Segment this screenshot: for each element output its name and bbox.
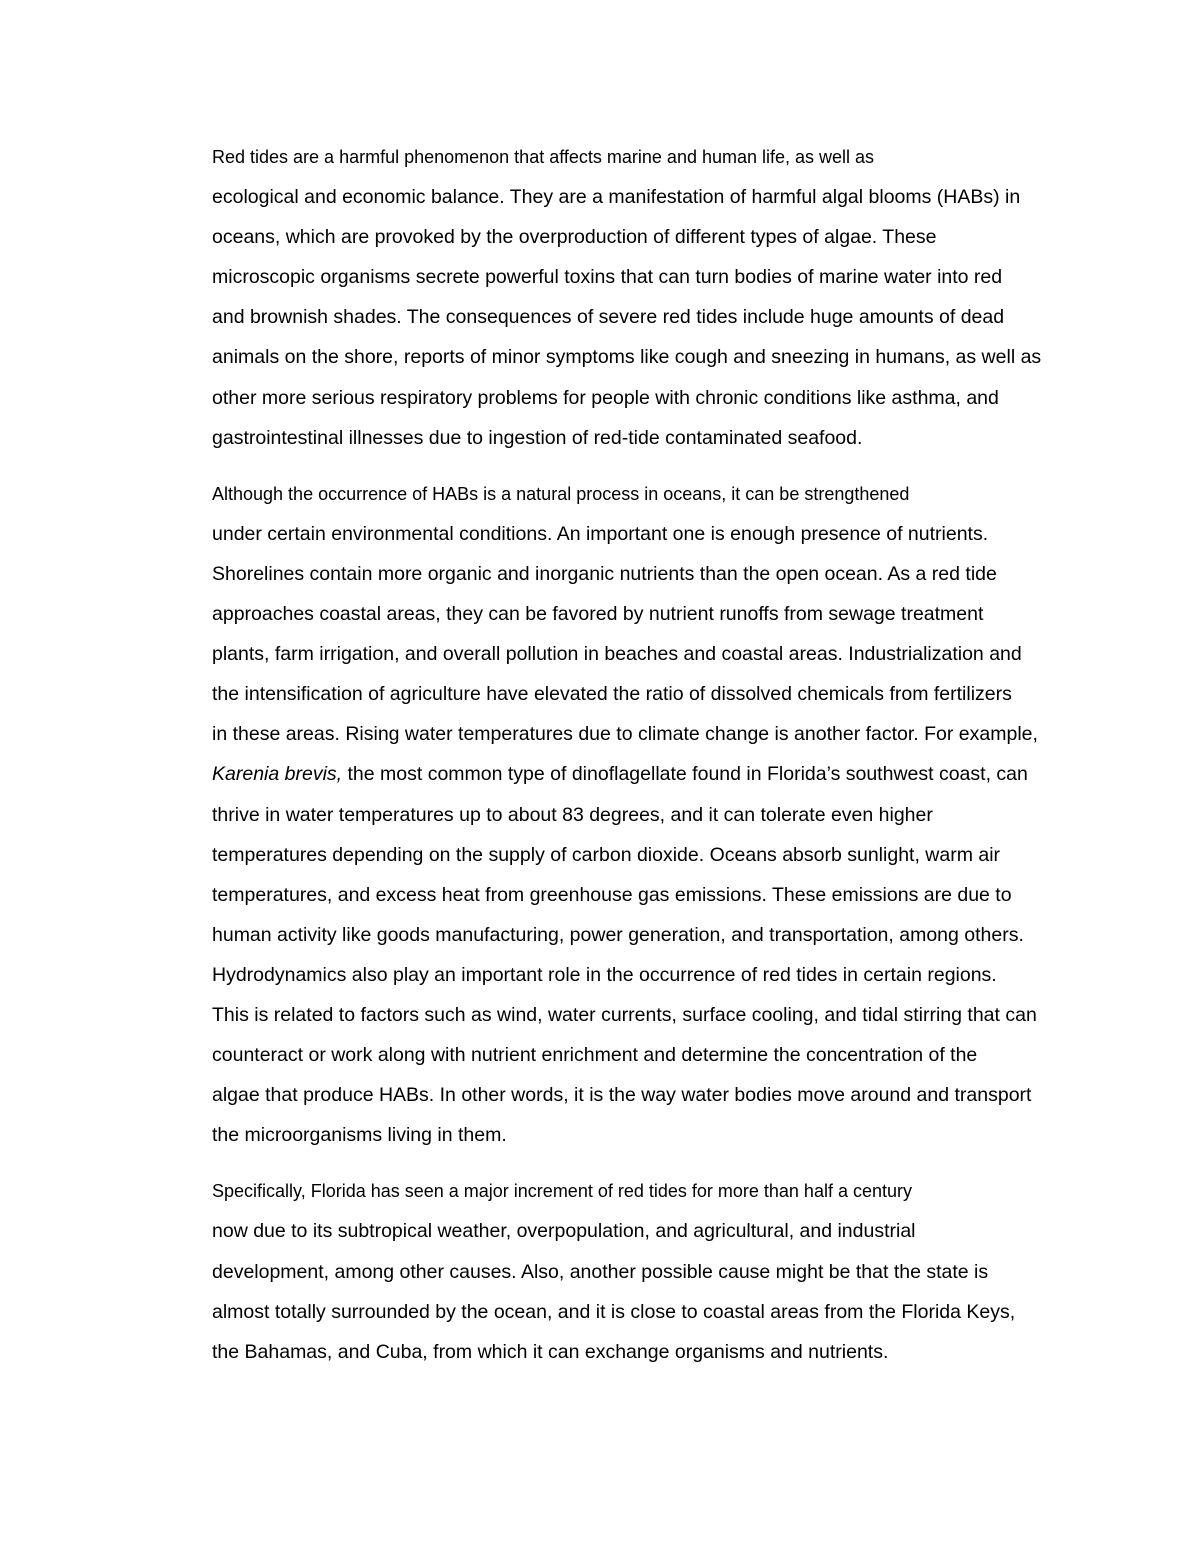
text-line: approaches coastal areas, they can be favored by nutrient runoffs from sewage treatment — [212, 603, 984, 626]
document-body — [142, 137, 1062, 1372]
text-line: temperatures, and excess heat from greenhouse gas emissions. These emissions are due to — [212, 883, 1012, 906]
paragraph-3 — [142, 1171, 1062, 1371]
text-line: ecological and economic balance. They are a manifestation of harmful algal blooms (HABs) in — [212, 186, 1021, 209]
text-line: and brownish shades. The consequences of severe red tides include huge amounts of dead — [212, 306, 1005, 329]
text-line: plants, farm irrigation, and overall pollution in beaches and coastal areas. Industrialization and — [212, 643, 1022, 666]
text-line: counteract or work along with nutrient enrichment and determine the concentration of the — [212, 1044, 978, 1067]
species-line-rest: the most common type of dinoflagellate found in Florida’s southwest coast, can — [342, 763, 1028, 786]
text-line: under certain environmental conditions. An important one is enough presence of nutrients. — [212, 522, 989, 545]
text-line: algae that produce HABs. In other words, it is the way water bodies move around and transport — [212, 1084, 1032, 1107]
paragraph-1 — [142, 137, 1062, 458]
text-line: This is related to factors such as wind, water currents, surface cooling, and tidal stirring that can — [212, 1003, 1037, 1026]
text-line: microscopic organisms secrete powerful toxins that can turn bodies of marine water into red — [212, 266, 1003, 289]
text-line: the microorganisms living in them. — [212, 1124, 507, 1147]
text-line-with-species — [142, 754, 1062, 794]
text-line: temperatures depending on the supply of carbon dioxide. Oceans absorb sunlight, warm air — [212, 843, 1001, 866]
text-line: the Bahamas, and Cuba, from which it can exchange organisms and nutrients. — [212, 1340, 889, 1363]
paragraph-2 — [142, 474, 1062, 1156]
text-line: Hydrodynamics also play an important role in the occurrence of red tides in certain regions. — [212, 963, 997, 986]
text-line: Shorelines contain more organic and inorganic nutrients than the open ocean. As a red tide — [212, 562, 997, 585]
text-line: animals on the shore, reports of minor symptoms like cough and sneezing in humans, as well as — [212, 346, 1042, 369]
text-line: the intensification of agriculture have elevated the ratio of dissolved chemicals from fertilizers — [212, 683, 1012, 706]
species-name: Karenia brevis, — [212, 763, 343, 786]
text-line: in these areas. Rising water temperatures due to climate change is another factor. For example, — [212, 723, 1038, 746]
text-line: thrive in water temperatures up to about 83 degrees, and it can tolerate even higher — [212, 803, 933, 826]
text-line: Although the occurrence of HABs is a natural process in oceans, it can be strengthened — [212, 483, 910, 504]
text-line: almost totally surrounded by the ocean, and it is close to coastal areas from the Florida Keys, — [212, 1300, 1016, 1323]
text-line: Specifically, Florida has seen a major increment of red tides for more than half a century — [212, 1181, 912, 1202]
text-line: other more serious respiratory problems for people with chronic conditions like asthma, and — [212, 386, 999, 409]
text-line: human activity like goods manufacturing, power generation, and transportation, among others. — [212, 923, 1024, 946]
text-line: gastrointestinal illnesses due to ingestion of red-tide contaminated seafood. — [212, 426, 863, 449]
text-line: development, among other causes. Also, another possible cause might be that the state is — [212, 1260, 989, 1283]
text-line: oceans, which are provoked by the overproduction of different types of algae. These — [212, 226, 937, 249]
text-line: Red tides are a harmful phenomenon that affects marine and human life, as well as — [212, 147, 875, 167]
text-line: now due to its subtropical weather, overpopulation, and agricultural, and industrial — [212, 1220, 916, 1243]
